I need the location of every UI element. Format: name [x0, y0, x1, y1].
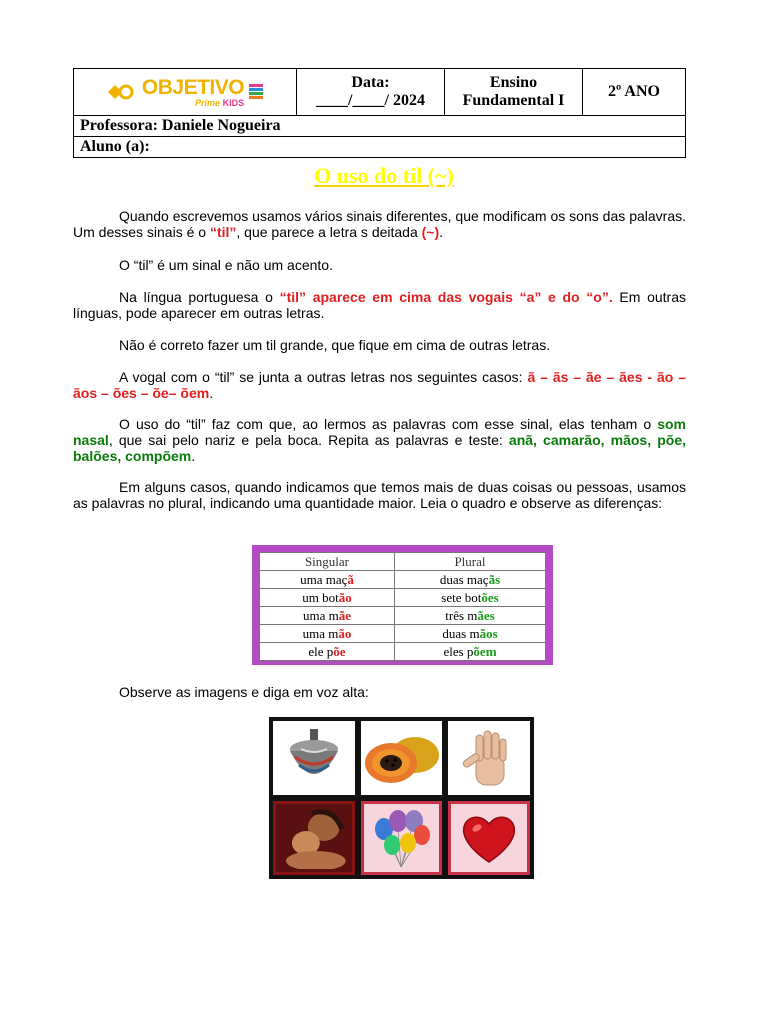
paragraph-8: Observe as imagens e diga em voz alta: [119, 684, 369, 700]
date-cell [297, 69, 445, 116]
paragraph-4: Não é correto fazer um til grande, que fique em cima de outras letras. [119, 337, 551, 353]
table-row [260, 643, 546, 661]
table-row [260, 589, 546, 607]
level-cell [445, 69, 583, 116]
heart-icon [457, 810, 521, 866]
table-row [260, 571, 546, 589]
grade-cell: 2º ANO [583, 69, 686, 116]
level-line1: Ensino [489, 74, 538, 91]
plural-table-frame [252, 545, 553, 665]
paragraph-6: O uso do “til” faz com que, ao lermos as palavras com esse sinal, elas tenham o som nasal, que sai pelo nariz e pela boca. Repita as palavras e teste: anã, camarão, mãos, põe, balões, compõem. [73, 416, 686, 464]
paragraph-7: Em alguns casos, quando indicamos que temos mais de duas coisas ou pessoas, usamos as palavras no plural, indicando uma quantidade maior. Leia o quadro e observe as diferenças: [73, 479, 686, 511]
singular-cell: ele põe [260, 643, 395, 661]
hand-icon [454, 727, 524, 789]
image-grid [269, 717, 534, 879]
teacher-name: Professora: Daniele Nogueira [74, 116, 686, 137]
logo-cell [74, 69, 297, 116]
image-cell [448, 801, 530, 875]
logo-subtitle: Prime KIDS [195, 97, 245, 108]
books-icon [248, 82, 264, 102]
paragraph-2: O “til” é um sinal e não um acento. [119, 257, 333, 273]
spinning-top-icon [279, 727, 349, 789]
image-cell [361, 801, 443, 875]
header-table [73, 68, 686, 158]
mother-baby-icon [276, 807, 352, 869]
singular-cell: um botão [260, 589, 395, 607]
header-plural: Plural [394, 553, 545, 571]
image-cell [448, 721, 530, 795]
balloons-icon [366, 807, 436, 869]
image-cell [361, 721, 443, 795]
logo-mark-icon [106, 82, 138, 102]
image-cell [273, 721, 355, 795]
plural-cell: eles põem [394, 643, 545, 661]
singular-cell: uma maçã [260, 571, 395, 589]
plural-cell: duas maçãs [394, 571, 545, 589]
image-cell [273, 801, 355, 875]
page-title: O uso do til (~) [314, 163, 454, 188]
level-line2: Fundamental I [462, 92, 565, 109]
objetivo-logo [80, 77, 290, 108]
date-value: ____/____/ 2024 [316, 92, 425, 109]
plural-cell: três mães [394, 607, 545, 625]
paragraph-1: Quando escrevemos usamos vários sinais diferentes, que modificam os sons das palavras. Um desses sinais é o “til”, que parece a letra s deitada (~). [73, 208, 686, 240]
table-row [260, 625, 546, 643]
papaya-icon [361, 727, 441, 789]
paragraph-3: Na língua portuguesa o “til” aparece em cima das vogais “a” e do “o”. Em outras línguas, pode aparecer em outras letras. [73, 289, 686, 321]
logo-text: OBJETIVO [141, 75, 245, 99]
student-field[interactable]: Aluno (a): [74, 137, 686, 158]
header-singular: Singular [260, 553, 395, 571]
paragraph-5: A vogal com o “til” se junta a outras letras nos seguintes casos: ã – ãs – ãe – ães - ão – ãos – ões – õe– õem. [73, 369, 686, 401]
singular-cell: uma mão [260, 625, 395, 643]
plural-cell: sete botões [394, 589, 545, 607]
plural-cell: duas mãos [394, 625, 545, 643]
plural-table [259, 552, 546, 661]
date-label: Data: [351, 74, 390, 91]
singular-cell: uma mãe [260, 607, 395, 625]
table-row [260, 607, 546, 625]
